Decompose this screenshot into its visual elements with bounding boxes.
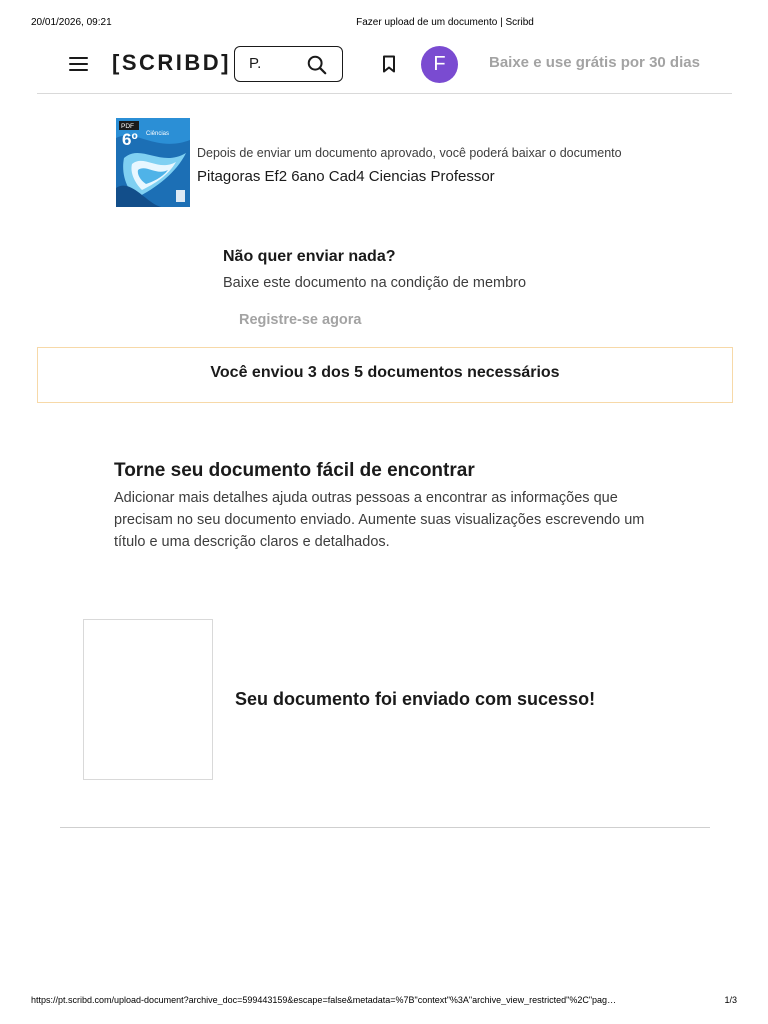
upload-progress-banner <box>37 347 733 403</box>
document-cover-thumbnail[interactable] <box>116 118 190 207</box>
print-url: https://pt.scribd.com/upload-document?archive_doc=599443159&escape=false&metadata=%7B"context"%3A"archive_view_restricted"%2C"pag… <box>31 995 617 1005</box>
search-icon[interactable] <box>306 54 328 76</box>
bookmark-icon[interactable] <box>380 54 398 74</box>
register-now-link[interactable]: Registre-se agora <box>239 312 362 328</box>
upload-success-message: Seu documento foi enviado com sucesso! <box>235 689 596 709</box>
section-divider <box>60 827 710 828</box>
download-after-upload-caption: Depois de enviar um documento aprovado, você poderá baixar o documento <box>197 146 622 160</box>
free-trial-link[interactable]: Baixe e use grátis por 30 dias <box>489 54 700 71</box>
cover-grade: 6º <box>122 130 138 149</box>
cover-pdf-badge: PDF <box>121 123 134 130</box>
print-date: 20/01/2026, 09:21 <box>31 17 112 28</box>
no-upload-heading: Não quer enviar nada? <box>223 248 396 265</box>
cover-subject: Ciências <box>146 131 170 137</box>
document-title[interactable]: Pitagoras Ef2 6ano Cad4 Ciencias Professor <box>197 168 495 185</box>
scribd-logo[interactable]: [SCRIBD] <box>112 50 231 75</box>
findable-heading: Torne seu documento fácil de encontrar <box>114 460 475 481</box>
hamburger-menu-icon[interactable] <box>67 54 91 74</box>
uploaded-document-thumbnail <box>83 619 213 780</box>
upload-progress-text: Você enviou 3 dos 5 documentos necessários <box>210 364 560 381</box>
search-input[interactable] <box>249 55 299 72</box>
findable-description: Adicionar mais detalhes ajuda outras pessoas a encontrar as informações que precisam no seu documento enviado. Aumente suas visualizações escrevendo um título e uma descrição claros e detalhados. <box>114 490 645 550</box>
user-avatar[interactable]: F <box>421 46 458 83</box>
membership-text: Baixe este documento na condição de membro <box>223 275 527 291</box>
print-page-number: 1/3 <box>724 995 737 1005</box>
search-box[interactable] <box>234 46 343 82</box>
header-divider <box>37 93 732 94</box>
document-cover-image <box>116 118 190 207</box>
print-page-title: Fazer upload de um documento | Scribd <box>356 17 534 28</box>
